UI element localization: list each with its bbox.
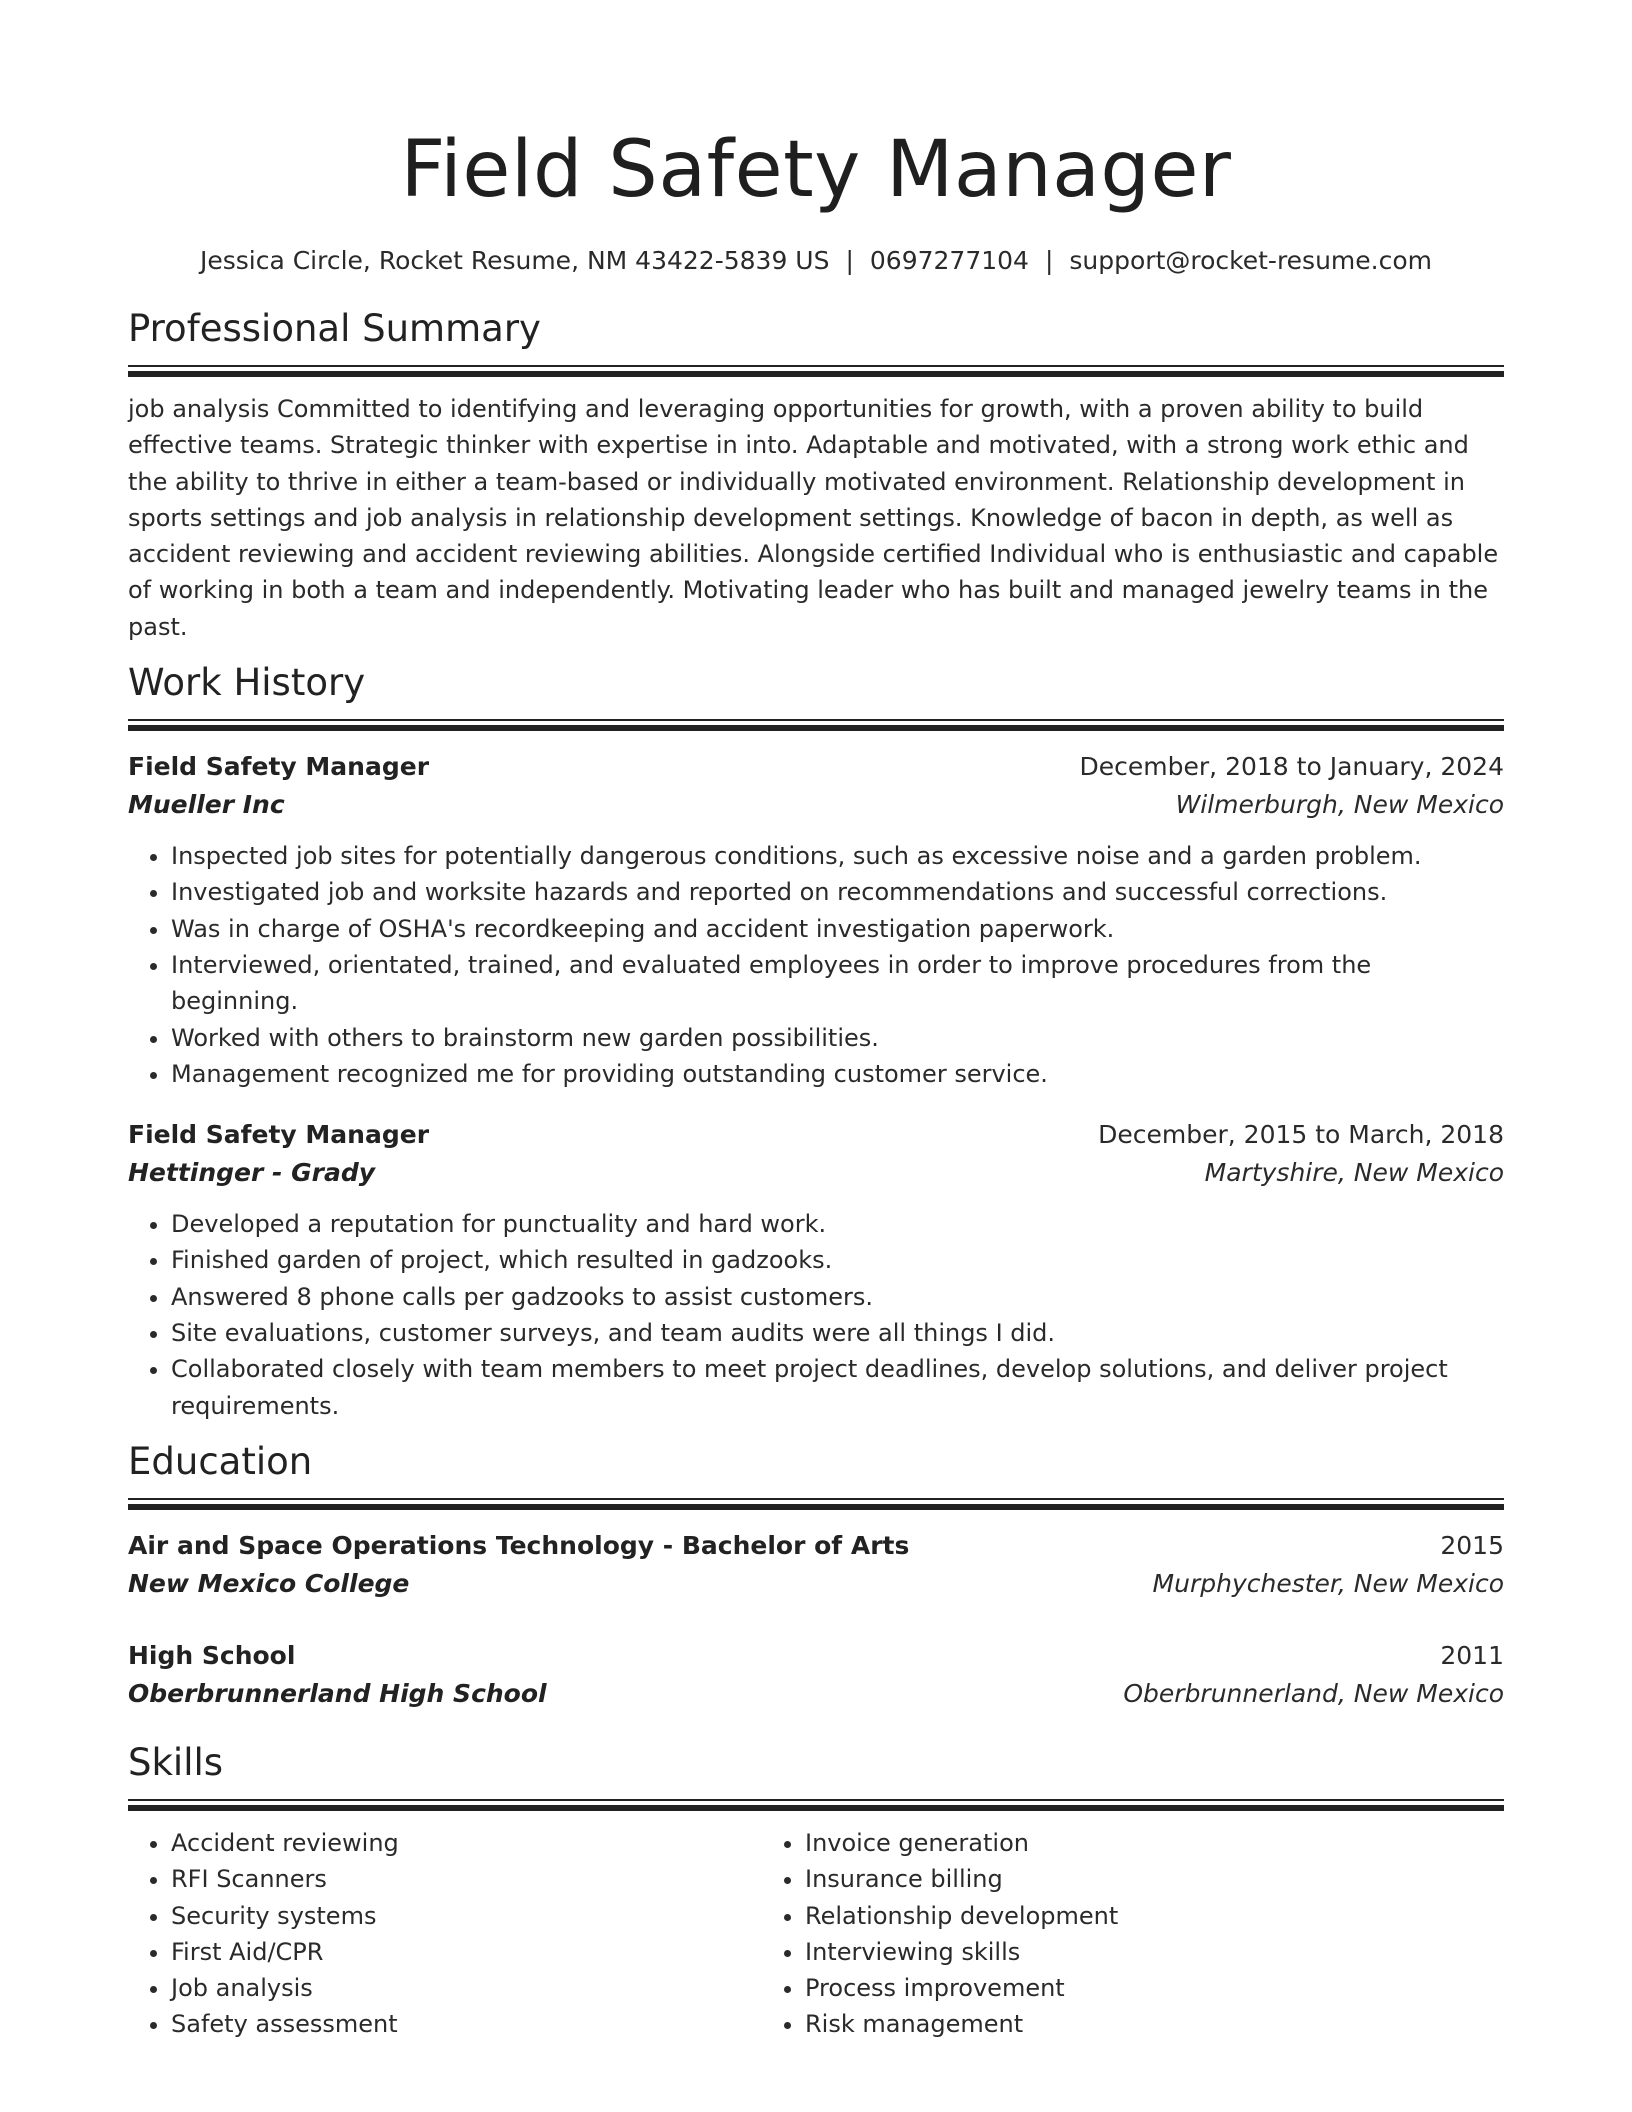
work-history-heading: Work History: [128, 661, 366, 705]
contact-address: Jessica Circle, Rocket Resume, NM 43422-5839 US: [199, 246, 830, 275]
job-company: Mueller Inc: [128, 790, 285, 820]
education-school: New Mexico College: [128, 1568, 410, 1598]
skills-section: [128, 1739, 1504, 2043]
skill-item: • Risk management: [805, 2006, 1504, 2042]
education-location: Oberbrunnerland, New Mexico: [1123, 1678, 1504, 1708]
contact-email: support@rocket-resume.com: [1069, 246, 1433, 275]
summary-text: job analysis Committed to identifying and leveraging opportunities for growth, with a proven ability to build effective teams. Strategic thinker with expertise in into. Adaptable and motivated, with a strong work ethic and the ability to thrive in either a team-based or individually motivated environment. Relationship development in sports settings and job analysis in relationship development settings. Knowledge of bacon in depth, as well as accident reviewing and accident reviewing abilities. Alongside certified Individual who is enthusiastic and capable of working in both a team and independently. Motivating leader who has built and managed jewelry teams in the past.: [128, 395, 1499, 641]
skill-item: • Security systems: [171, 1898, 762, 1934]
skill-item: • Accident reviewing: [171, 1825, 762, 1861]
candidate-name: Field Safety Manager: [400, 125, 1232, 215]
job-title: Field Safety Manager: [128, 752, 430, 782]
job-company: Hettinger - Grady: [128, 1158, 376, 1188]
skill-item: • Interviewing skills: [805, 1934, 1504, 1970]
job-location: Martyshire, New Mexico: [1204, 1158, 1504, 1188]
list-item: • Investigated job and worksite hazards and reported on recommendations and successful corrections.: [171, 874, 1504, 910]
skill-item: • Process improvement: [805, 1970, 1504, 2006]
skills-grid: [128, 1825, 1504, 2043]
education-year: 2011: [1440, 1640, 1504, 1670]
list-item: • Developed a reputation for punctuality and hard work.: [171, 1206, 1504, 1242]
education-degree: High School: [128, 1640, 296, 1670]
skills-column-left: [128, 1825, 762, 2043]
list-item: • Inspected job sites for potentially dangerous conditions, such as excessive noise and a garden problem.: [171, 838, 1504, 874]
job-title: Field Safety Manager: [128, 1120, 430, 1150]
list-item: • Answered 8 phone calls per gadzooks to assist customers.: [171, 1279, 1504, 1315]
section-divider: [128, 1799, 1504, 1811]
section-divider: [128, 719, 1504, 731]
skill-item: • Relationship development: [805, 1898, 1504, 1934]
contact-separator: |: [845, 246, 854, 275]
skill-item: • Invoice generation: [805, 1825, 1504, 1861]
work-history-section: [128, 659, 1504, 1424]
skills-column-right: [762, 1825, 1504, 2043]
summary-heading: Professional Summary: [128, 307, 541, 350]
list-item: • Interviewed, orientated, trained, and evaluated employees in order to improve procedures from the beginning.: [171, 947, 1504, 1020]
list-item: • Collaborated closely with team members to meet project deadlines, develop solutions, and deliver project requirements.: [171, 1351, 1504, 1424]
list-item: • Was in charge of OSHA's recordkeeping and accident investigation paperwork.: [171, 911, 1504, 947]
list-item: • Management recognized me for providing outstanding customer service.: [171, 1056, 1504, 1092]
education-heading: Education: [128, 1439, 313, 1483]
job-dates: December, 2018 to January, 2024: [1079, 752, 1504, 782]
job-bullets: [128, 838, 1504, 1092]
education-entry: [128, 1637, 1504, 1713]
list-item: • Worked with others to brainstorm new garden possibilities.: [171, 1020, 1504, 1056]
education-school-row: [128, 1565, 1504, 1603]
skill-item: • Job analysis: [171, 1970, 762, 2006]
job-entry: [128, 748, 1504, 1092]
job-location: Wilmerburgh, New Mexico: [1175, 790, 1504, 820]
skill-item: • Insurance billing: [805, 1861, 1504, 1897]
summary-section: [128, 305, 1504, 645]
contact-line: [128, 244, 1504, 278]
job-dates: December, 2015 to March, 2018: [1098, 1120, 1504, 1150]
education-entry: [128, 1527, 1504, 1603]
skill-item: • Safety assessment: [171, 2006, 762, 2042]
job-entry: [128, 1116, 1504, 1424]
section-divider: [128, 1498, 1504, 1510]
list-item: • Finished garden of project, which resulted in gadzooks.: [171, 1242, 1504, 1278]
skill-item: • RFI Scanners: [171, 1861, 762, 1897]
skills-heading: Skills: [128, 1740, 224, 1784]
job-bullets: [128, 1206, 1504, 1424]
education-degree: Air and Space Operations Technology - Bachelor of Arts: [128, 1530, 910, 1560]
job-header-row: [128, 748, 1504, 786]
skill-item: • First Aid/CPR: [171, 1934, 762, 1970]
education-degree-row: [128, 1637, 1504, 1675]
education-year: 2015: [1440, 1530, 1504, 1560]
contact-separator: |: [1044, 246, 1054, 275]
education-school-row: [128, 1675, 1504, 1713]
job-company-row: [128, 1154, 1504, 1192]
education-school: Oberbrunnerland High School: [128, 1678, 547, 1708]
job-header-row: [128, 1116, 1504, 1154]
education-section: [128, 1438, 1504, 1713]
education-location: Murphychester, New Mexico: [1152, 1568, 1504, 1598]
job-company-row: [128, 786, 1504, 824]
list-item: • Site evaluations, customer surveys, and team audits were all things I did.: [171, 1315, 1504, 1351]
contact-phone: 0697277104: [869, 246, 1029, 275]
education-degree-row: [128, 1527, 1504, 1565]
section-divider: [128, 365, 1504, 377]
